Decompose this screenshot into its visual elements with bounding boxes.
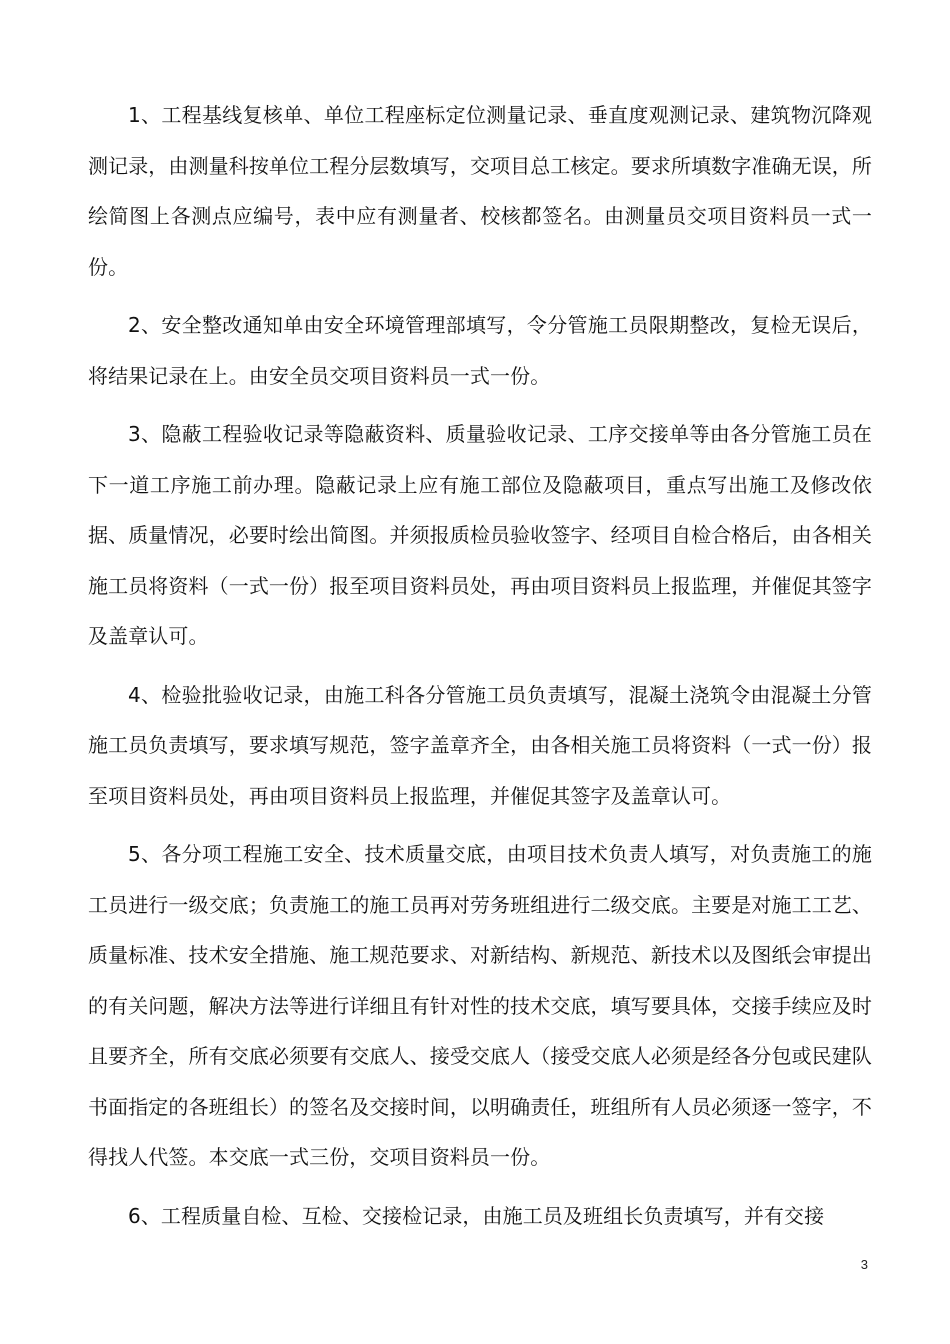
- paragraph-3: 3、隐蔽工程验收记录等隐蔽资料、质量验收记录、工序交接单等由各分管施工员在下一道工序施工前办理。隐蔽记录上应有施工部位及隐蔽项目，重点写出施工及修改依据、质量情况，必要时绘出简图。并须报质检员验收签字、经项目自检合格后，由各相关施工员将资料（一式一份）报至项目资料员处，再由项目资料员上报监理，并催促其签字及盖章认可。: [88, 422, 872, 648]
- paragraph-6: 6、工程质量自检、互检、交接检记录，由施工员及班组长负责填写，并有交接: [128, 1203, 825, 1228]
- paragraph-1: 1、工程基线复核单、单位工程座标定位测量记录、垂直度观测记录、建筑物沉降观测记录，由测量科按单位工程分层数填写，交项目总工核定。要求所填数字准确无误，所绘简图上各测点应编号，表中应有测量者、校核都签名。由测量员交项目资料员一式一份。: [88, 103, 872, 279]
- paragraph-4: 4、检验批验收记录，由施工科各分管施工员负责填写，混凝土浇筑令由混凝土分管施工员负责填写，要求填写规范，签字盖章齐全，由各相关施工员将资料（一式一份）报至项目资料员处，再由项目资料员上报监理，并催促其签字及盖章认可。: [88, 682, 872, 808]
- paragraph-2: 2、安全整改通知单由安全环境管理部填写，令分管施工员限期整改，复检无误后，将结果记录在上。由安全员交项目资料员一式一份。: [88, 313, 872, 388]
- paragraph-5: 5、各分项工程施工安全、技术质量交底，由项目技术负责人填写，对负责施工的施工员进行一级交底；负责施工的施工员再对劳务班组进行二级交底。主要是对施工工艺、质量标准、技术安全措施、施工规范要求、对新结构、新规范、新技术以及图纸会审提出的有关问题，解决方法等进行详细且有针对性的技术交底，填写要具体，交接手续应及时且要齐全，所有交底必须要有交底人、接受交底人（接受交底人必须是经各分包或民建队书面指定的各班组长）的签名及交接时间，以明确责任，班组所有人员必须逐一签字，不得找人代签。本交底一式三份，交项目资料员一份。: [88, 842, 872, 1169]
- page-number: 3: [860, 1257, 868, 1272]
- document-body: [88, 90, 872, 1249]
